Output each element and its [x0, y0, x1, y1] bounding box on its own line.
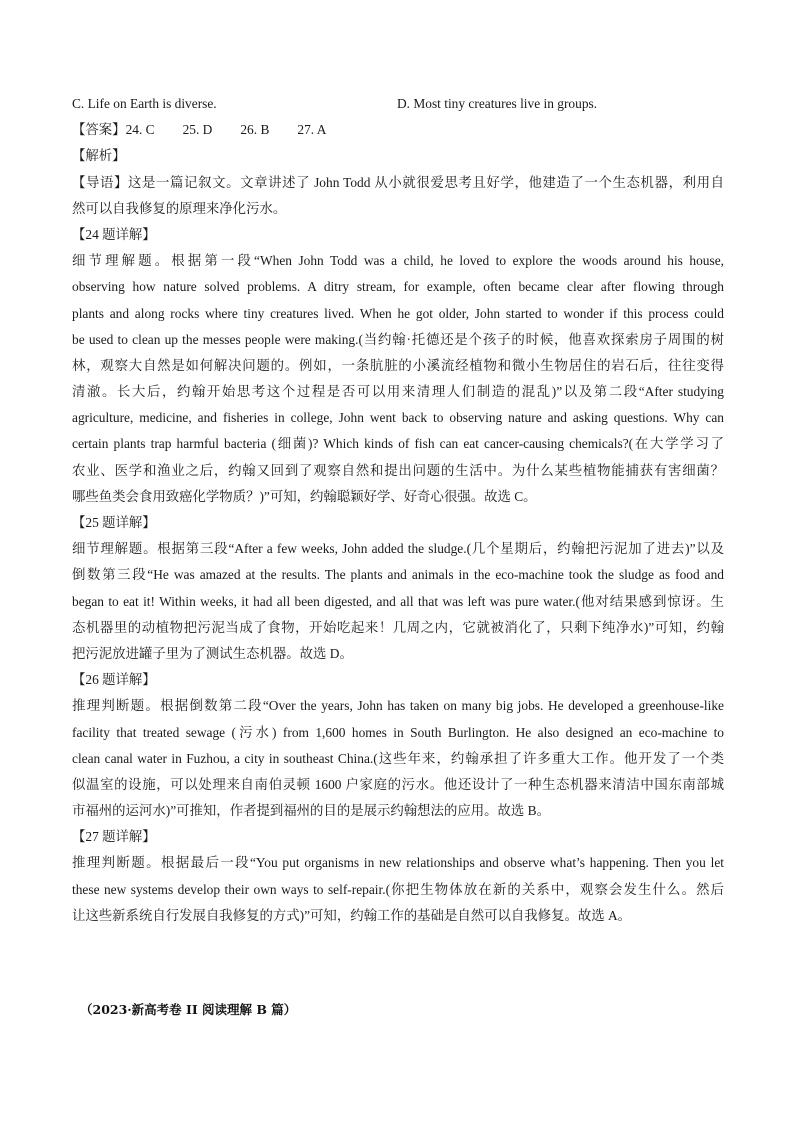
answer-25: 25. D: [182, 122, 213, 138]
q24-line: 清澈。长大后，约翰开始思考这个过程是否可以用来清理人们制造的混乱)”以及第二段“After studying: [72, 384, 724, 400]
answer-27: 27. A: [297, 122, 327, 138]
q25-line: began to eat it! Within weeks, it had all been digested, and all that was left was pure water.(他对结果感到惊讶。生: [72, 593, 724, 609]
answer-26: 26. B: [240, 122, 270, 138]
q25-line: 把污泥放进罐子里为了测试生态机器。故选 D。: [72, 645, 353, 661]
q25-heading: 【25 题详解】: [72, 515, 156, 530]
q24-line: plants and along rocks where tiny creatures lived. When he got older, John started to wonder if this process could: [72, 305, 724, 321]
q27-heading: 【27 题详解】: [72, 829, 156, 845]
answer-key: [72, 117, 724, 143]
q25-line: 细节理解题。根据第三段“After a few weeks, John added the sludge.(几个星期后，约翰把污泥加了进去)”以及: [72, 541, 724, 557]
q27-line: these new systems develop their own ways to self-repair.(你把生物体放在新的关系中，观察会发生什么。然后: [72, 881, 724, 897]
q24-line: 林，观察大自然是如何解决问题的。例如，一条肮脏的小溪流经植物和微小生物居住的岩石后，往往变得: [72, 357, 724, 373]
q26-heading: 【26 题详解】: [72, 672, 156, 688]
document-body: [72, 91, 724, 929]
q26-line: 似温室的设施，可以处理来自南伯灵顿 1600 户家庭的污水。他还设计了一种生态机器来清洁中国东南部城: [72, 776, 724, 792]
answer-24: 24. C: [125, 122, 155, 138]
q24-line: 农业、医学和渔业之后，约翰又回到了观察自然和提出问题的生活中。为什么某些植物能捕获有害细菌？: [72, 462, 724, 478]
q24-line: 哪些鱼类会食用致癌化学物质？)”可知，约翰聪颖好学、好奇心很强。故选 C。: [72, 488, 537, 504]
option-c: C. Life on Earth is diverse.: [72, 96, 217, 111]
analysis-label: 【解析】: [72, 148, 126, 164]
q24-line: observing how nature solved problems. A ditry stream, for example, often became clear after flowing through: [72, 279, 724, 295]
source-citation: （2023·新高考卷 II 阅读理解 B 篇）: [80, 1002, 297, 1017]
intro-line: 然可以自我修复的原理来净化污水。: [72, 200, 287, 216]
q25-line: 倒数第三段“He was amazed at the results. The plants and animals in the eco-machine took the sludge as food and: [72, 567, 724, 583]
q24-line: 细节理解题。根据第一段“When John Todd was a child, he loved to explore the woods around his house,: [72, 253, 724, 269]
q24-heading: 【24 题详解】: [72, 226, 156, 242]
q27-line: 让这些新系统自行发展自我修复的方式)”可知，约翰工作的基础是自然可以自我修复。故选 A。: [72, 907, 632, 923]
q24-line: agriculture, medicine, and fisheries in college, John went back to observing nature and asking questions. Why can: [72, 410, 724, 426]
q26-line: facility that treated sewage (污水) from 1,600 homes in South Burlington. He also designed an eco-machine to: [72, 724, 724, 740]
q25-line: 态机器里的动植物把污泥当成了食物，开始吃起来！几周之内，它就被消化了，只剩下纯净水)”可知，约翰: [72, 619, 724, 635]
q26-line: clean canal water in Fuzhou, a city in southeast China.(这些年来，约翰承担了许多重大工作。他开发了一个类: [72, 750, 724, 766]
intro-line: 【导语】这是一篇记叙文。文章讲述了 John Todd 从小就很爱思考且好学，他建造了一个生态机器，利用自: [72, 174, 724, 190]
q24-line: certain plants trap harmful bacteria (细菌)? Which kinds of fish can eat cancer-causing chemicals?(在大学学习了: [72, 436, 724, 452]
q26-line: 市福州的运河水)”可推知，作者提到福州的目的是展示约翰想法的应用。故选 B。: [72, 803, 550, 819]
q26-line: 推理判断题。根据倒数第二段“Over the years, John has taken on many big jobs. He developed a greenhouse-like: [72, 698, 724, 714]
option-d: D. Most tiny creatures live in groups.: [397, 96, 598, 111]
answer-options: [72, 91, 724, 117]
answer-label: 【答案】: [72, 122, 126, 138]
q27-line: 推理判断题。根据最后一段“You put organisms in new relationships and observe what’s happening. Then you let: [72, 855, 724, 871]
q24-line: be used to clean up the messes people were making.(当约翰·托德还是个孩子的时候，他喜欢探索房子周围的树: [72, 331, 724, 347]
